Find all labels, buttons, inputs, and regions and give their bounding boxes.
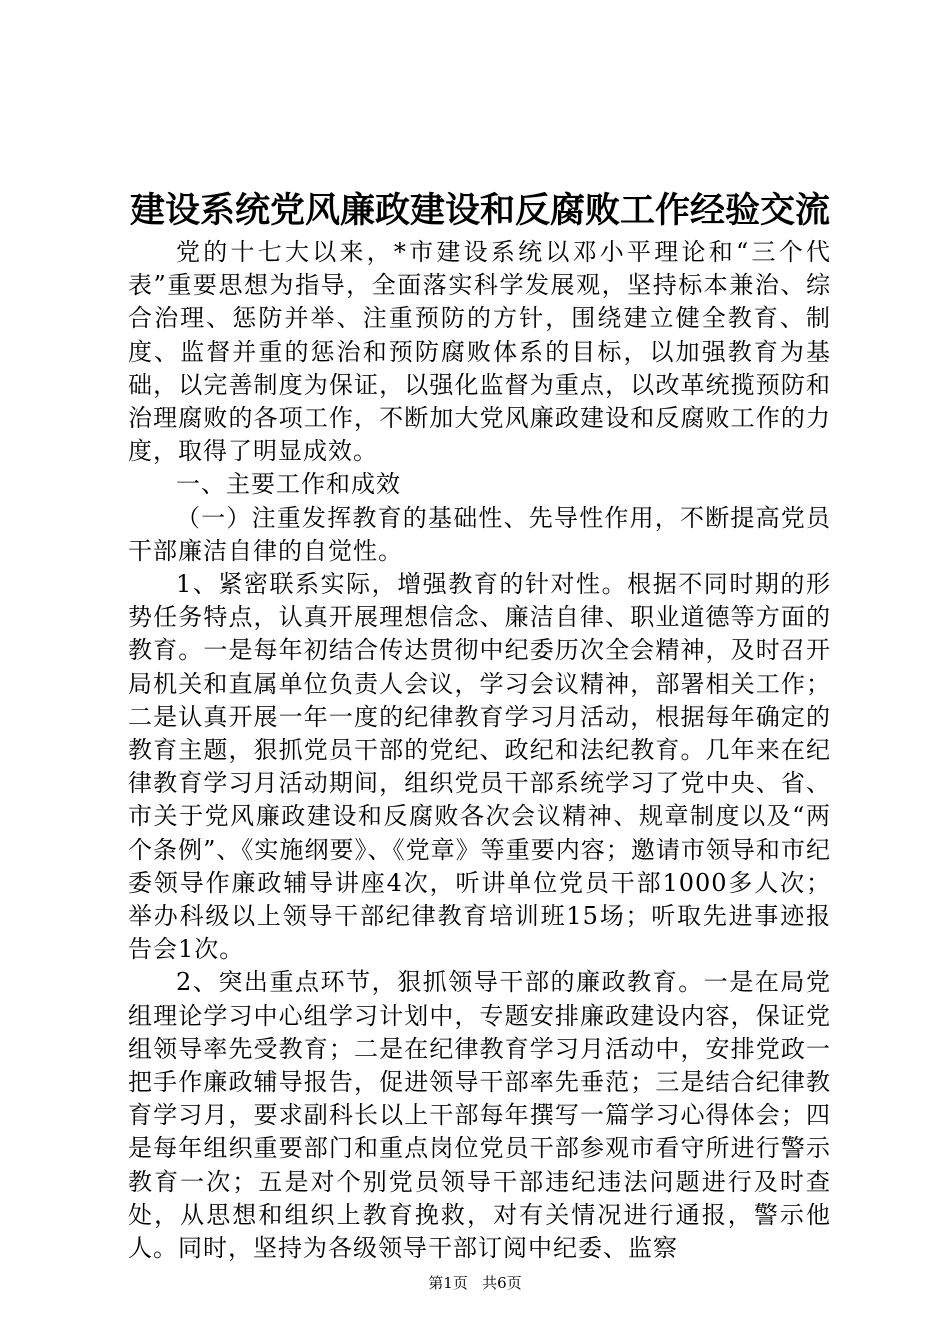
page-number-total: 共6页	[482, 1274, 522, 1292]
paragraph-item-1: 1、紧密联系实际，增强教育的针对性。根据不同时期的形势任务特点，认真开展理想信念、廉洁自律、职业道德等方面的教育。一是每年初结合传达贯彻中纪委历次全会精神，及时召开局机关和直属单位负责人会议，学习会议精神，部署相关工作；二是认真开展一年一度的纪律教育学习月活动，根据每年确定的教育主题，狠抓党员干部的党纪、政纪和法纪教育。几年来在纪律教育学习月活动期间，组织党员干部系统学习了党中央、省、市关于党风廉政建设和反腐败各次会议精神、规章制度以及“两个条例”、《实施纲要》、《党章》等重要内容；邀请市领导和市纪委领导作廉政辅导讲座4次，听讲单位党员干部1000多人次；举办科级以上领导干部纪律教育培训班15场；听取先进事迹报告会1次。	[128, 570, 831, 964]
document-body	[128, 236, 831, 1265]
page-number-current: 第1页	[428, 1274, 468, 1292]
section-heading-main-work: 一、主要工作和成效	[176, 470, 401, 499]
subsection-heading-education: （一）注重发挥教育的基础性、先导性作用，不断提高党员干部廉洁自律的自觉性。	[128, 503, 831, 565]
page-footer	[0, 1272, 950, 1294]
document-title: 建设系统党风廉政建设和反腐败工作经验交流	[129, 190, 830, 231]
paragraph-intro: 党的十七大以来，*市建设系统以邓小平理论和“三个代表”重要思想为指导，全面落实科学发展观，坚持标本兼治、综合治理、惩防并举、注重预防的方针，围绕建立健全教育、制度、监督并重的惩治和预防腐败体系的目标，以加强教育为基础，以完善制度为保证，以强化监督为重点，以改革统揽预防和治理腐败的各项工作，不断加大党风廉政建设和反腐败工作的力度，取得了明显成效。	[128, 238, 831, 466]
paragraph-item-2: 2、突出重点环节，狠抓领导干部的廉政教育。一是在局党组理论学习中心组学习计划中，专题安排廉政建设内容，保证党组领导率先受教育；二是在纪律教育学习月活动中，安排党政一把手作廉政辅导报告，促进领导干部率先垂范；三是结合纪律教育学习月，要求副科长以上干部每年撰写一篇学习心得体会；四是每年组织重要部门和重点岗位党员干部参观市看守所进行警示教育一次；五是对个别党员领导干部违纪违法问题进行及时查处，从思想和组织上教育挽救，对有关情况进行通报，警示他人。同时，坚持为各级领导干部订阅中纪委、监察	[128, 968, 831, 1263]
